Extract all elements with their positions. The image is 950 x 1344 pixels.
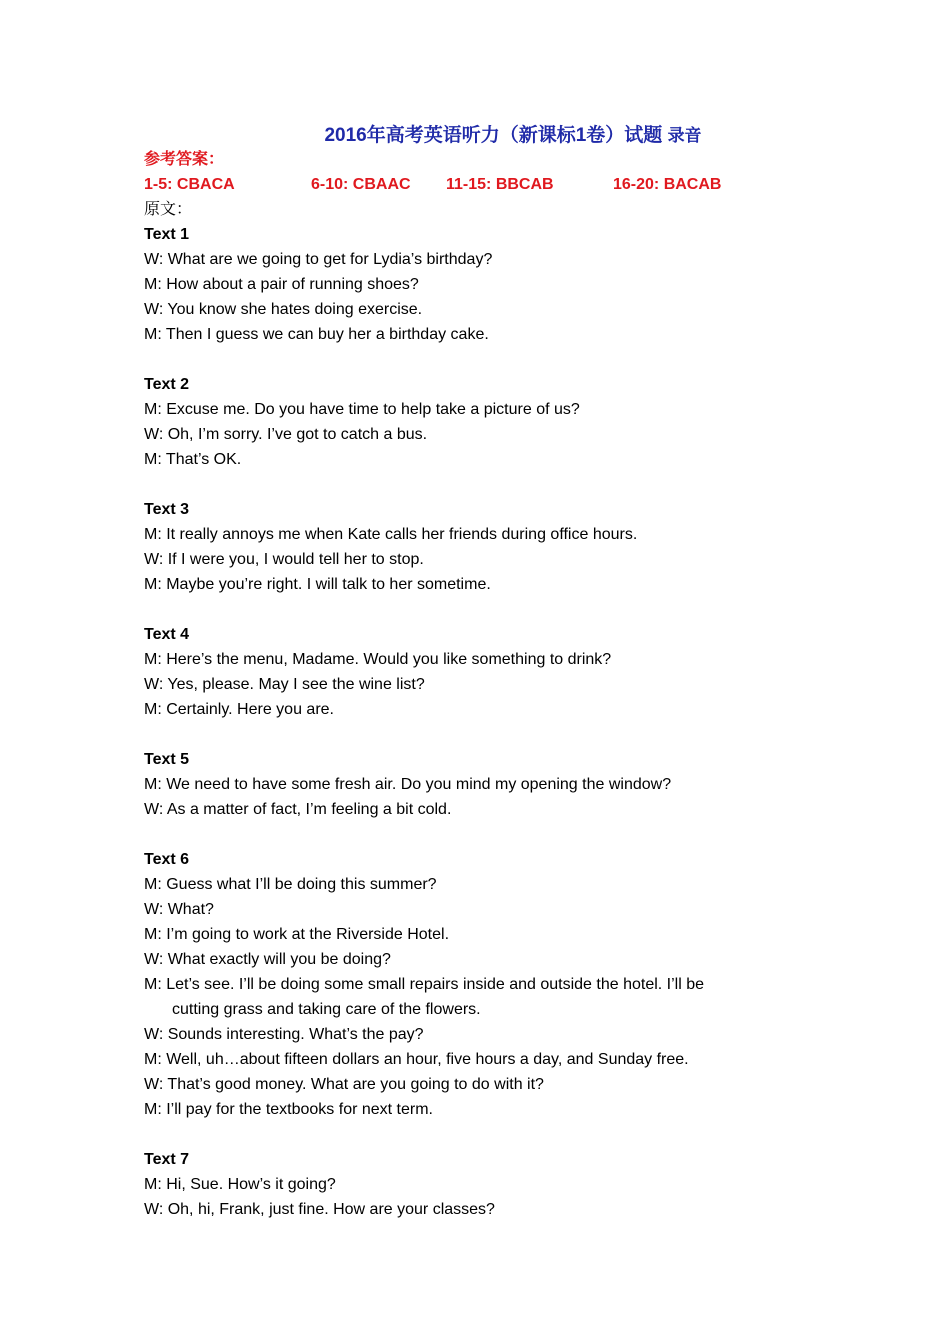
section-heading: Text 6 (144, 851, 190, 868)
dialogue-line: M: Certainly. Here you are. (144, 701, 334, 718)
text-section (144, 497, 784, 597)
document-body (144, 147, 784, 1222)
dialogue-line: W: Oh, hi, Frank, just fine. How are your classes? (144, 1201, 495, 1218)
section-heading: Text 1 (144, 226, 190, 243)
text-section (144, 372, 784, 472)
section-heading: Text 4 (144, 626, 190, 643)
dialogue-line: W: Oh, I’m sorry. I’ve got to catch a bus. (144, 426, 428, 443)
spacer (144, 597, 784, 622)
text-section (144, 847, 784, 1122)
dialogue-line: W: Yes, please. May I see the wine list? (144, 676, 425, 693)
spacer (144, 722, 784, 747)
dialogue-line: M: Here’s the menu, Madame. Would you like something to drink? (144, 651, 612, 668)
answer-group: 1-5: CBACA (144, 176, 235, 193)
page-title (0, 122, 950, 150)
title-suffix: 录音 (667, 126, 702, 145)
dialogue-line: M: Excuse me. Do you have time to help take a picture of us? (144, 401, 580, 418)
dialogue-line: W: What? (144, 901, 214, 918)
dialogue-line: W: If I were you, I would tell her to stop. (144, 551, 424, 568)
answer-group: 6-10: CBAAC (311, 176, 411, 193)
text-section (144, 1147, 784, 1222)
dialogue-line-continuation: cutting grass and taking care of the flowers. (172, 1001, 481, 1018)
dialogue-line: M: Maybe you’re right. I will talk to her sometime. (144, 576, 491, 593)
dialogue-line: M: We need to have some fresh air. Do you mind my opening the window? (144, 776, 672, 793)
dialogue-line: W: What are we going to get for Lydia’s birthday? (144, 251, 493, 268)
dialogue-line: W: What exactly will you be doing? (144, 951, 391, 968)
section-heading: Text 5 (144, 751, 190, 768)
spacer (144, 472, 784, 497)
section-heading: Text 3 (144, 501, 190, 518)
dialogue-line: M: Well, uh…about fifteen dollars an hour, five hours a day, and Sunday free. (144, 1051, 689, 1068)
dialogue-line: W: That’s good money. What are you going to do with it? (144, 1076, 544, 1093)
dialogue-line: W: Sounds interesting. What’s the pay? (144, 1026, 424, 1043)
answer-group: 11-15: BBCAB (446, 176, 554, 193)
dialogue-line: M: Then I guess we can buy her a birthday cake. (144, 326, 489, 343)
spacer (144, 822, 784, 847)
spacer (144, 347, 784, 372)
dialogue-line: W: As a matter of fact, I’m feeling a bit cold. (144, 801, 452, 818)
dialogue-line: M: I’m going to work at the Riverside Hotel. (144, 926, 450, 943)
text-section (144, 222, 784, 347)
title-text: 2016年高考英语听力（新课标1卷）试题 (324, 125, 663, 146)
answer-key (144, 172, 784, 197)
section-heading: Text 7 (144, 1151, 190, 1168)
original-label: 原文： (144, 201, 193, 218)
answer-heading: 参考答案： (144, 151, 225, 168)
dialogue-line: M: Guess what I’ll be doing this summer? (144, 876, 437, 893)
section-heading: Text 2 (144, 376, 190, 393)
dialogue-line: M: Let’s see. I’ll be doing some small repairs inside and outside the hotel. I’ll be (144, 976, 705, 993)
text-section (144, 747, 784, 822)
dialogue-line: M: How about a pair of running shoes? (144, 276, 419, 293)
spacer (144, 1122, 784, 1147)
dialogue-line: W: You know she hates doing exercise. (144, 301, 423, 318)
dialogue-line: M: Hi, Sue. How’s it going? (144, 1176, 336, 1193)
text-section (144, 622, 784, 722)
dialogue-line: M: It really annoys me when Kate calls her friends during office hours. (144, 526, 638, 543)
dialogue-line: M: I’ll pay for the textbooks for next term. (144, 1101, 433, 1118)
dialogue-line: M: That’s OK. (144, 451, 242, 468)
answer-group: 16-20: BACAB (613, 176, 722, 193)
